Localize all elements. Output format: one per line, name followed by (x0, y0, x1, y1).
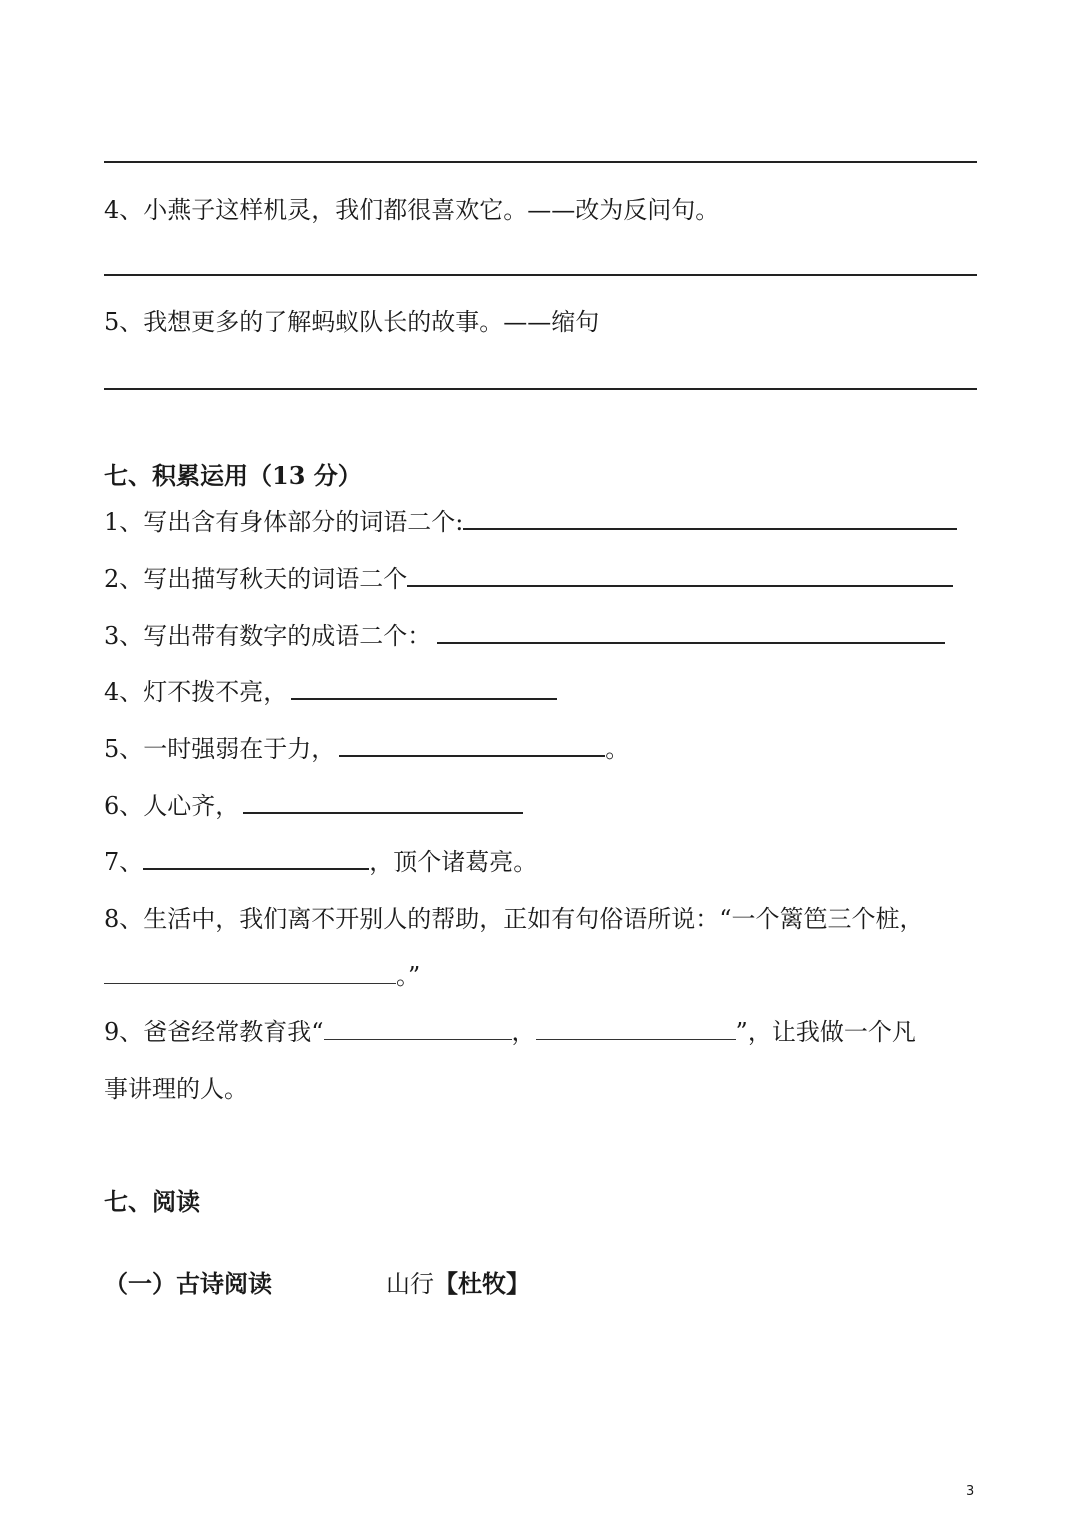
rewrite-question-4: 4、小燕子这样机灵，我们都很喜欢它。——改为反问句。 (104, 196, 720, 224)
question-6-label: 6、人心齐， (104, 792, 240, 820)
question-9-line-2: 事讲理的人。 (104, 1075, 248, 1103)
question-8 (104, 903, 924, 935)
question-5-end: 。 (605, 735, 630, 763)
answer-line[interactable] (104, 388, 977, 390)
answer-blank[interactable] (104, 961, 396, 984)
question-5 (104, 733, 629, 765)
answer-blank[interactable] (324, 1017, 512, 1040)
answer-blank[interactable] (339, 733, 605, 757)
question-1-label: 1、写出含有身体部分的词语二个: (104, 508, 464, 536)
question-5-label: 5、一时强弱在于力， (104, 735, 336, 763)
reading-heading: 七、阅读 (104, 1187, 200, 1216)
question-3 (104, 620, 945, 652)
poem-title-text: 山行 (386, 1270, 434, 1298)
section-heading: 七、积累运用（13 分） (104, 461, 362, 490)
question-3-label: 3、写出带有数字的成语二个： (104, 622, 432, 650)
question-8-line-2 (104, 960, 420, 992)
question-9-separator: ， (511, 1018, 536, 1046)
answer-line[interactable] (104, 161, 977, 163)
answer-blank[interactable] (437, 620, 945, 644)
answer-blank[interactable] (291, 676, 557, 700)
question-7-label: ，顶个诸葛亮。 (369, 848, 538, 876)
poem-title (386, 1268, 530, 1300)
answer-blank[interactable] (407, 563, 953, 587)
question-2-label: 2、写出描写秋天的词语二个 (104, 565, 408, 593)
answer-blank[interactable] (143, 846, 369, 870)
question-8-label: 8、生活中，我们离不开别人的帮助，正如有句俗语所说：“一个篱笆三个桩， (104, 905, 924, 933)
question-1 (104, 506, 957, 538)
answer-blank[interactable] (463, 506, 957, 530)
answer-line[interactable] (104, 274, 977, 276)
question-9 (104, 1016, 916, 1048)
question-9-label: 9、爸爸经常教育我“ (104, 1018, 324, 1046)
poem-author: 【杜牧】 (434, 1269, 530, 1298)
question-6 (104, 790, 523, 822)
question-4-label: 4、灯不拨不亮， (104, 678, 288, 706)
answer-blank[interactable] (536, 1017, 736, 1040)
rewrite-question-5: 5、我想更多的了解蚂蚁队长的故事。——缩句 (104, 308, 600, 336)
question-4 (104, 676, 557, 708)
answer-blank[interactable] (243, 790, 523, 814)
question-7-number: 7、 (104, 848, 144, 876)
question-2 (104, 563, 953, 595)
question-9-label-end: ”，让我做一个凡 (735, 1018, 916, 1046)
poem-section-heading: （一）古诗阅读 (104, 1269, 272, 1298)
page-number: 3 (966, 1484, 975, 1499)
question-7 (104, 846, 537, 878)
question-8-end: 。” (396, 962, 421, 990)
